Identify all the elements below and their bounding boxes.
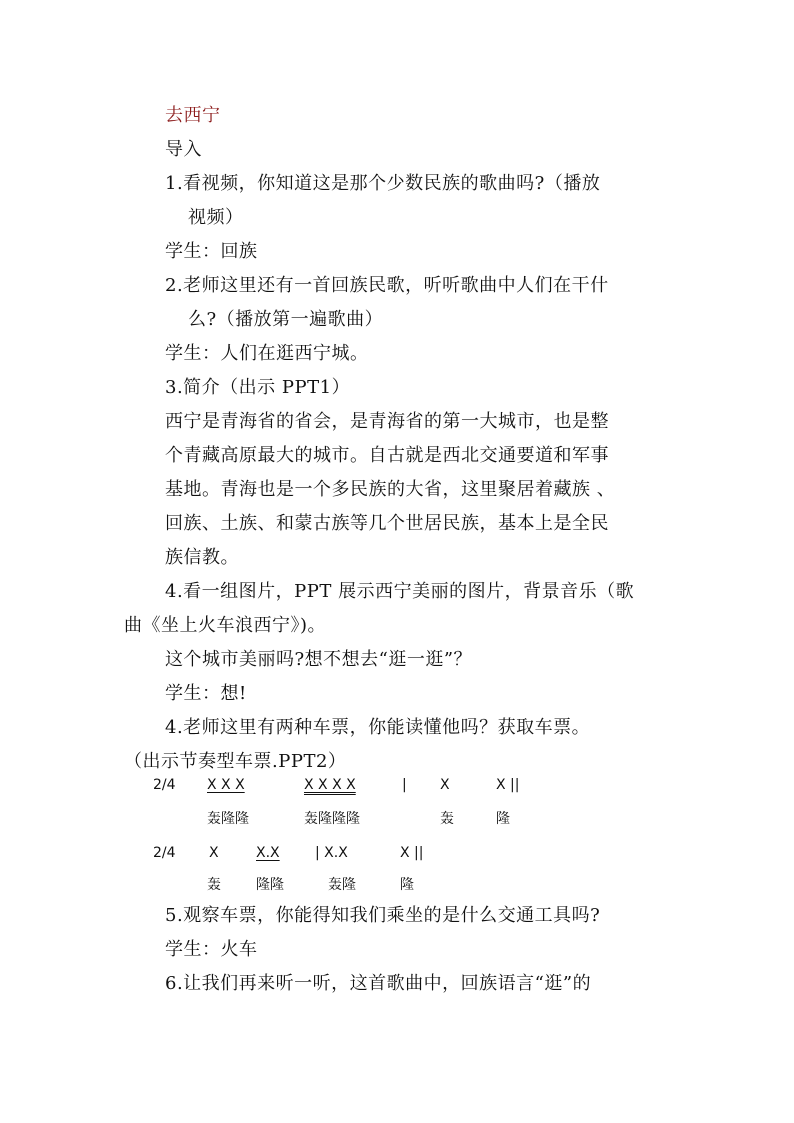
intro-paragraph-line: 西宁是青海省的省会，是青海省的第一大城市，也是整 bbox=[165, 411, 609, 432]
question-1: 1.看视频，你知道这是那个少数民族的歌曲吗?（播放 bbox=[165, 173, 601, 194]
step-5: 5.观察车票，你能得知我们乘坐的是什么交通工具吗? bbox=[165, 905, 601, 926]
rhythm-syllable: 轰 bbox=[440, 811, 454, 827]
answer-5: 学生：火车 bbox=[165, 939, 258, 960]
rhythm-syllable: 隆 bbox=[496, 811, 510, 827]
rhythm-syllable: 轰隆 bbox=[328, 877, 356, 893]
answer-2: 学生：人们在逛西宁城。 bbox=[165, 343, 369, 364]
rhythm-syllable: 轰隆隆隆 bbox=[304, 811, 360, 827]
question-4: 这个城市美丽吗?想不想去“逛一逛”？ bbox=[165, 649, 473, 670]
step-4: 4.看一组图片，PPT 展示西宁美丽的图片，背景音乐（歌 bbox=[165, 581, 635, 602]
rhythm-note: X X X X bbox=[304, 777, 356, 793]
section-heading: 导入 bbox=[165, 139, 202, 160]
rhythm-syllable: 隆隆 bbox=[256, 877, 284, 893]
bar-line: | bbox=[402, 777, 407, 793]
intro-paragraph-line: 回族、土族、和蒙古族等几个世居民族，基本上是全民 bbox=[165, 513, 609, 534]
time-signature: 2/4 bbox=[153, 845, 176, 861]
rhythm-note: X || bbox=[400, 845, 424, 861]
intro-paragraph-line: 个青藏高原最大的城市。自古就是西北交通要道和军事 bbox=[165, 445, 609, 466]
intro-paragraph-line: 族信教。 bbox=[165, 547, 239, 568]
rhythm-syllable: 隆 bbox=[400, 877, 414, 893]
rhythm-note: X X X bbox=[207, 777, 245, 793]
question-2: 2.老师这里还有一首回族民歌，听听歌曲中人们在干什 bbox=[165, 275, 609, 296]
answer-1: 学生：回族 bbox=[165, 241, 258, 262]
step-6: 6.让我们再来听一听，这首歌曲中，回族语言“逛”的 bbox=[165, 973, 592, 994]
rhythm-note: X bbox=[209, 845, 219, 861]
rhythm-note: | X.X bbox=[315, 845, 348, 861]
question-1-cont: 视频） bbox=[188, 207, 244, 228]
rhythm-note: X bbox=[440, 777, 450, 793]
rhythm-note: X.X bbox=[256, 845, 280, 861]
rhythm-syllable: 轰 bbox=[207, 877, 221, 893]
intro-paragraph-line: 基地。青海也是一个多民族的大省，这里聚居着藏族 、 bbox=[165, 479, 616, 500]
time-signature: 2/4 bbox=[153, 777, 176, 793]
step-4-cont: 曲《坐上火车浪西宁》)。 bbox=[124, 615, 327, 636]
step-4-tickets-cont: （出示节奏型车票.PPT2） bbox=[124, 751, 347, 772]
answer-4: 学生：想! bbox=[165, 683, 247, 704]
rhythm-note: X || bbox=[496, 777, 520, 793]
step-3: 3.简介（出示 PPT1） bbox=[165, 377, 351, 398]
question-2-cont: 么?（播放第一遍歌曲） bbox=[188, 309, 384, 330]
rhythm-syllable: 轰隆隆 bbox=[207, 811, 249, 827]
document-title: 去西宁 bbox=[165, 105, 221, 126]
step-4-tickets: 4.老师这里有两种车票，你能读懂他吗？获取车票。 bbox=[165, 717, 591, 738]
